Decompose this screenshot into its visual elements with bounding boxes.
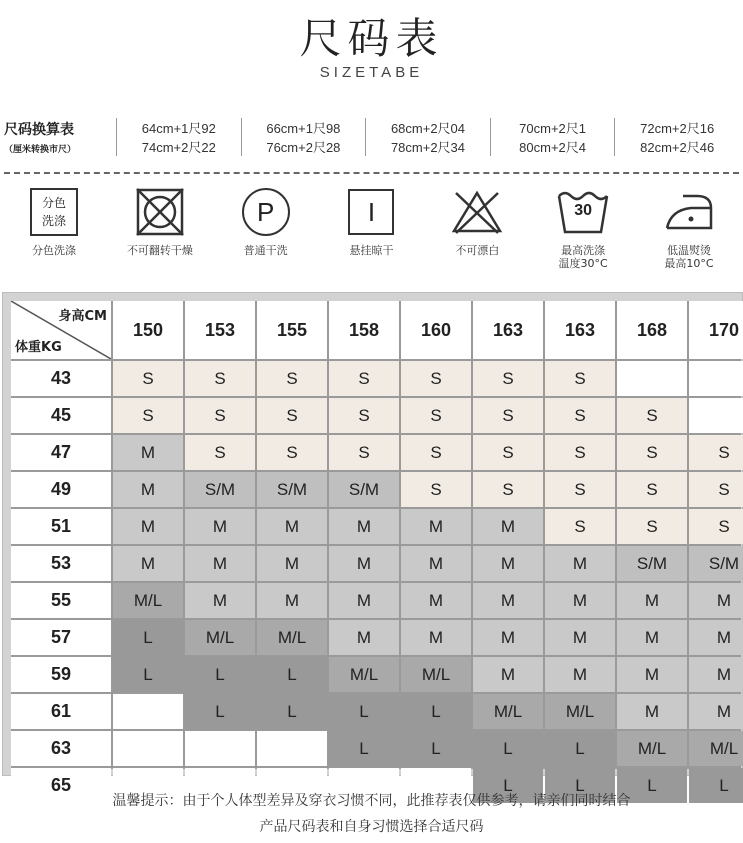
size-cell: S: [473, 472, 543, 507]
care-label: 普通干洗: [243, 244, 288, 257]
size-cell: S: [113, 361, 183, 396]
size-cell: M: [617, 583, 687, 618]
size-cell: S/M: [257, 472, 327, 507]
conversion-value: 64cm+1尺92: [141, 121, 216, 136]
size-cell: S: [401, 398, 471, 433]
size-cell: M: [113, 472, 183, 507]
care-item-wash-30: [533, 184, 633, 284]
weight-row-header: 65: [11, 768, 111, 803]
size-cell: S: [401, 472, 471, 507]
size-cell: M/L: [473, 694, 543, 729]
size-cell: L: [113, 620, 183, 655]
conversion-value: 66cm+1尺98: [266, 121, 341, 136]
conversion-subtitle: （厘米转换市尺）: [4, 145, 77, 155]
size-cell: M: [617, 694, 687, 729]
page-title: 尺码表: [299, 14, 444, 63]
conversion-column: [116, 118, 241, 156]
size-cell: S: [617, 509, 687, 544]
conversion-value: 74cm+2尺22: [141, 140, 216, 155]
size-cell: L: [545, 768, 615, 803]
size-cell: M/L: [617, 731, 687, 766]
size-cell: [185, 731, 255, 766]
size-cell: L: [473, 768, 543, 803]
size-cell: M: [329, 620, 399, 655]
care-label: 悬挂晾干: [349, 244, 394, 257]
size-cell: M: [545, 546, 615, 581]
conversion-column: [614, 118, 739, 156]
size-cell: S: [185, 398, 255, 433]
size-cell: M: [689, 657, 743, 692]
size-cell: S: [689, 509, 743, 544]
height-header-cell: 150: [113, 301, 183, 359]
size-cell: M/L: [545, 694, 615, 729]
size-cell: M/L: [257, 620, 327, 655]
conversion-value: 72cm+2尺16: [640, 121, 715, 136]
size-cell: L: [545, 731, 615, 766]
size-cell: S: [545, 509, 615, 544]
size-cell: S: [113, 398, 183, 433]
size-cell: S: [329, 361, 399, 396]
size-cell: M: [185, 583, 255, 618]
size-cell: S: [545, 398, 615, 433]
size-cell: S: [545, 472, 615, 507]
size-cell: [113, 694, 183, 729]
conversion-title: 尺码换算表: [4, 122, 74, 138]
care-label: 低温熨烫 最高10°C: [664, 244, 714, 270]
size-cell: S: [473, 398, 543, 433]
size-cell: S: [689, 472, 743, 507]
size-cell: L: [257, 657, 327, 692]
care-instructions: [4, 184, 739, 284]
size-cell: M: [113, 509, 183, 544]
size-cell: L: [185, 694, 255, 729]
size-cell: L: [257, 694, 327, 729]
care-item-no-tumble: [110, 184, 210, 284]
height-header-cell: 153: [185, 301, 255, 359]
size-cell: M: [689, 583, 743, 618]
size-cell: L: [689, 768, 743, 803]
care-item-dry-clean: [216, 184, 316, 284]
size-cell: M: [185, 546, 255, 581]
care-item-hang-dry: [321, 184, 421, 284]
size-cell: M: [473, 546, 543, 581]
hang-dry-letter: I: [348, 189, 394, 235]
care-label: 不可翻转干燥: [126, 244, 193, 257]
care-label: 分色洗涤: [32, 244, 76, 257]
size-cell: S: [185, 361, 255, 396]
weight-row-header: 59: [11, 657, 111, 692]
size-cell: S: [401, 361, 471, 396]
color-separate-wash-icon: [24, 184, 84, 240]
height-header-cell: 168: [617, 301, 687, 359]
dry-clean-p-icon: [236, 184, 296, 240]
size-cell: M/L: [329, 657, 399, 692]
size-cell: M: [329, 509, 399, 544]
size-cell: M: [617, 657, 687, 692]
size-cell: S: [401, 435, 471, 470]
size-cell: M: [689, 694, 743, 729]
wash-30-icon: [553, 184, 613, 240]
page-subtitle: SIZETABE: [319, 64, 424, 81]
size-cell: L: [617, 768, 687, 803]
weight-row-header: 49: [11, 472, 111, 507]
weight-row-header: 45: [11, 398, 111, 433]
size-cell: L: [401, 694, 471, 729]
conversion-value: 70cm+2尺1: [519, 121, 586, 136]
no-bleach-icon: [447, 184, 507, 240]
care-label: 不可漂白: [455, 244, 500, 257]
size-cell: S: [473, 361, 543, 396]
size-cell: S: [329, 398, 399, 433]
size-cell: M: [113, 546, 183, 581]
weight-row-header: 55: [11, 583, 111, 618]
color-separate-wash-icon-text: 分色 洗涤: [30, 188, 78, 236]
iron-low-icon: [659, 184, 719, 240]
tip-line-2: 产品尺码表和自身习惯选择合适尺码: [259, 819, 484, 835]
care-item-color-wash: [4, 184, 104, 284]
size-cell: S: [689, 435, 743, 470]
wash-temp-text: 30: [574, 202, 593, 219]
weight-row-header: 53: [11, 546, 111, 581]
no-tumble-dry-icon: [130, 184, 190, 240]
weight-row-header: 57: [11, 620, 111, 655]
size-cell: S: [545, 435, 615, 470]
weight-row-header: 51: [11, 509, 111, 544]
size-cell: M: [113, 435, 183, 470]
size-cell: [617, 361, 687, 396]
size-cell: M: [473, 657, 543, 692]
size-cell: M: [401, 583, 471, 618]
size-cell: [113, 731, 183, 766]
tip-line-1: 温馨提示：由于个人体型差异及穿衣习惯不同，此推荐表仅供参考，请亲们同时结合: [112, 793, 631, 809]
size-cell: M: [617, 620, 687, 655]
conversion-value: 82cm+2尺46: [640, 140, 715, 155]
size-cell: M: [473, 583, 543, 618]
size-cell: [257, 731, 327, 766]
size-cell: S: [617, 435, 687, 470]
size-cell: L: [329, 731, 399, 766]
size-cell: S: [617, 398, 687, 433]
size-cell: S: [329, 435, 399, 470]
size-cell: M: [185, 509, 255, 544]
conversion-value: 76cm+2尺28: [266, 140, 341, 155]
height-axis-label: 身高CM: [58, 309, 107, 324]
size-cell: M: [401, 509, 471, 544]
size-cell: S/M: [185, 472, 255, 507]
size-cell: [689, 361, 743, 396]
size-cell: M: [257, 509, 327, 544]
dry-clean-p-letter: P: [242, 188, 290, 236]
size-conversion-row: [4, 115, 739, 159]
size-cell: M/L: [401, 657, 471, 692]
size-cell: M: [329, 583, 399, 618]
care-label: 最高洗涤 温度30°C: [558, 244, 608, 270]
conversion-column: [490, 118, 615, 156]
weight-row-header: 61: [11, 694, 111, 729]
size-cell: M: [329, 546, 399, 581]
divider: [4, 172, 739, 174]
size-cell: M: [257, 546, 327, 581]
conversion-column: [365, 118, 490, 156]
weight-row-header: 47: [11, 435, 111, 470]
hang-dry-icon: [341, 184, 401, 240]
size-cell: M: [401, 620, 471, 655]
size-cell: S/M: [617, 546, 687, 581]
weight-row-header: 63: [11, 731, 111, 766]
size-table-panel: [2, 292, 743, 795]
size-cell: S: [257, 398, 327, 433]
size-cell: M: [689, 620, 743, 655]
size-cell: M: [545, 657, 615, 692]
conversion-column: [241, 118, 366, 156]
height-header-cell: 170: [689, 301, 743, 359]
size-cell: [689, 398, 743, 433]
size-cell: S: [257, 435, 327, 470]
height-header-cell: 160: [401, 301, 471, 359]
weight-axis-label: 体重KG: [15, 340, 62, 355]
size-cell: L: [113, 657, 183, 692]
size-cell: L: [401, 731, 471, 766]
size-cell: M: [257, 583, 327, 618]
conversion-value: 80cm+2尺4: [519, 140, 586, 155]
size-cell: M: [545, 583, 615, 618]
size-cell: M: [473, 620, 543, 655]
size-cell: M/L: [113, 583, 183, 618]
height-header-cell: 155: [257, 301, 327, 359]
height-header-cell: 163: [473, 301, 543, 359]
size-cell: S: [545, 361, 615, 396]
height-header-cell: 163: [545, 301, 615, 359]
table-corner-cell: [11, 301, 111, 359]
height-header-cell: 158: [329, 301, 399, 359]
size-cell: M/L: [185, 620, 255, 655]
size-cell: S/M: [329, 472, 399, 507]
size-cell: S: [617, 472, 687, 507]
size-cell: S: [185, 435, 255, 470]
conversion-label: [4, 119, 116, 155]
conversion-value: 78cm+2尺34: [390, 140, 466, 155]
size-cell: M: [545, 620, 615, 655]
care-item-no-bleach: [427, 184, 527, 284]
conversion-value: 68cm+2尺04: [390, 121, 466, 136]
size-cell: M: [473, 509, 543, 544]
size-cell: S/M: [689, 546, 743, 581]
size-cell: L: [473, 731, 543, 766]
size-cell: L: [329, 694, 399, 729]
size-table: [11, 301, 741, 795]
weight-row-header: 43: [11, 361, 111, 396]
size-cell: M: [401, 546, 471, 581]
size-cell: L: [185, 657, 255, 692]
tip-text: [0, 788, 743, 840]
size-cell: M/L: [689, 731, 743, 766]
care-item-iron: [639, 184, 739, 284]
size-cell: S: [473, 435, 543, 470]
size-cell: S: [257, 361, 327, 396]
